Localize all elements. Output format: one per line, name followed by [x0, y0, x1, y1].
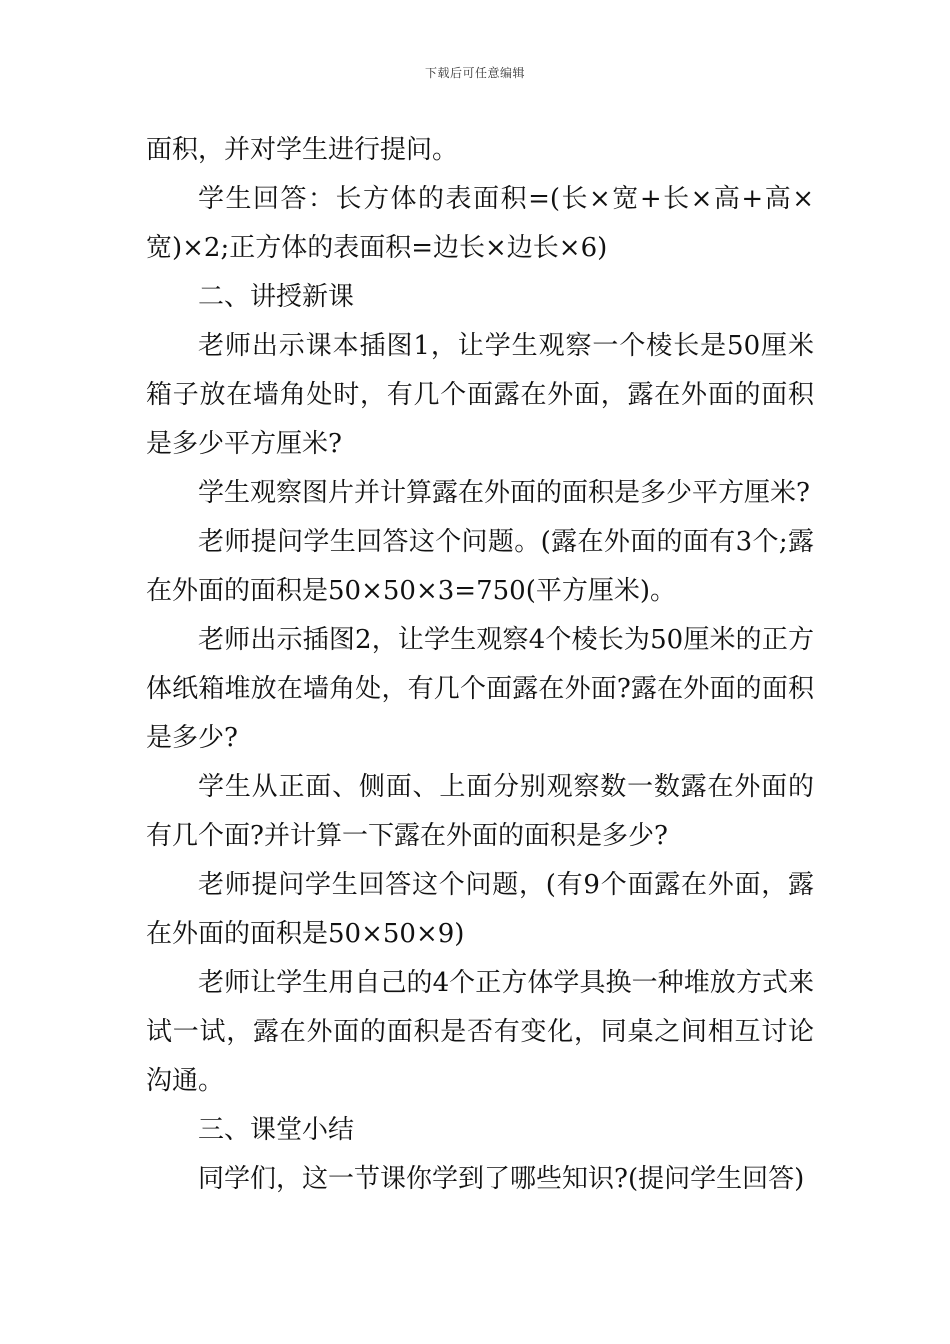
section-heading: 二、讲授新课: [198, 282, 355, 312]
paragraph: 老师出示插图2，让学生观察4个棱长为50厘米的正方体纸箱堆放在墙角处，有几个面露在外面?露在外面的面积是多少?: [146, 625, 814, 753]
section-heading: 三、课堂小结: [198, 1115, 355, 1145]
paragraph: 学生从正面、侧面、上面分别观察数一数露在外面的有几个面?并计算一下露在外面的面积是多少?: [146, 772, 814, 851]
paragraph: 老师提问学生回答这个问题，(有9个面露在外面，露在外面的面积是50×50×9): [146, 870, 814, 949]
paragraph: 学生回答：长方体的表面积=(长×宽+长×高+高×宽)×2;正方体的表面积=边长×边长×6): [146, 184, 814, 263]
document-body: [146, 126, 814, 1204]
paragraph: 老师让学生用自己的4个正方体学具换一种堆放方式来试一试，露在外面的面积是否有变化，同桌之间相互讨论沟通。: [146, 968, 814, 1096]
paragraph: 面积，并对学生进行提问。: [146, 135, 459, 165]
paragraph: 老师提问学生回答这个问题。(露在外面的面有3个;露在外面的面积是50×50×3=750(平方厘米)。: [146, 527, 814, 606]
paragraph: 老师出示课本插图1，让学生观察一个棱长是50厘米箱子放在墙角处时，有几个面露在外面，露在外面的面积是多少平方厘米?: [146, 331, 814, 459]
paragraph: 学生观察图片并计算露在外面的面积是多少平方厘米?: [198, 478, 810, 508]
page-header: 下载后可任意编辑: [424, 66, 525, 80]
paragraph: 同学们，这一节课你学到了哪些知识?(提问学生回答): [198, 1164, 805, 1194]
